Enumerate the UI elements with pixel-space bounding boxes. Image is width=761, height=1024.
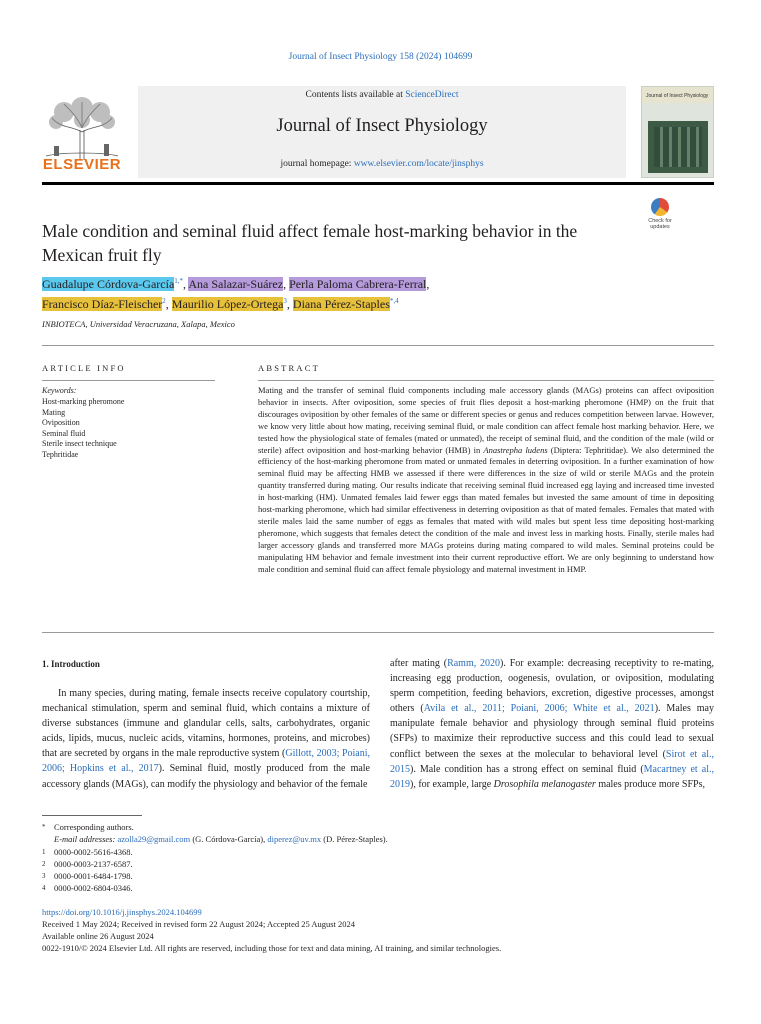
citation-link[interactable]: Avila et al., 2011; Poiani, 2006; White et al., 2021 (423, 703, 655, 715)
body-column-left (42, 686, 370, 792)
body-text: after mating ( (390, 658, 448, 669)
footnote-mark: 4 (42, 884, 46, 892)
body-column-right (390, 656, 714, 792)
author-name[interactable]: Diana Pérez-Staples (292, 297, 390, 311)
footnote-orcid (42, 858, 133, 870)
footnote-mark: 2 (42, 860, 46, 868)
article-title: Male condition and seminal fluid affect female host-marking behavior in the Mexican fruit fly (42, 221, 578, 265)
doi-link[interactable]: https://doi.org/10.1016/j.jinsphys.2024.104699 (42, 907, 202, 917)
species-name: Drosophila melanogaster (493, 778, 596, 790)
footnote-mark: * (42, 823, 46, 831)
orcid-id: 0000-0003-2137-6587. (54, 859, 133, 869)
author-name[interactable]: Ana Salazar-Suárez (188, 277, 284, 291)
author-affiliation: INBIOTECA, Universidad Veracruzana, Xalapa, Mexico (42, 319, 235, 329)
check-updates-icon (651, 198, 669, 216)
email-link[interactable]: diperez@uv.mx (267, 834, 322, 844)
footnote-text: Corresponding authors. (54, 822, 134, 832)
footnote-orcid (42, 882, 133, 894)
author-marks[interactable]: 3 (283, 297, 287, 305)
footnote-mark: 3 (42, 872, 46, 880)
cover-title: Journal of Insect Physiology (646, 93, 709, 99)
author-separator: , (283, 277, 290, 291)
keywords-list (42, 397, 124, 461)
author-separator: , (286, 297, 293, 311)
body-text: males produce more SFPs, (595, 778, 705, 790)
article-info-heading: ARTICLE INFO (42, 363, 126, 373)
footnote-rule (42, 815, 142, 816)
citation-link[interactable]: Ramm, 2020 (447, 658, 501, 669)
footnote-orcid (42, 846, 133, 858)
citation-link[interactable]: Gillott, 2003; Poiani, 2006; Hopkins et al., 2017 (42, 748, 370, 775)
abstract-part: (Diptera: Tephritidae). We also determined the efficiency of the host-marking pheromone from mated or unmated females in deterring oviposition. In a further examination of how seminal fluid may be affecting HMB we assessed if there were differences in the size of wild or sterile MAGs and the protein quantity transferred during mating. Our results indicate that receiving seminal fluid increased egg laying and increased time invested in host-marking (HM). Unmated females laid fewer eggs than mated females but invested the same amount of time in depositing host-marking pheromone, which had similar effectiveness in deterring oviposition as that of mated females. Females that mated with sterile males laid the same number of eggs as females that mated with wild males but spent less time depositing host-marking pheromone, which suggests that females detect the condition of the male and invest less in marking hosts. Finally, sterile males had larger accessory glands and transferred more MAGs proteins during mating compared to wild males. Seminal proteins could be manipulating HM behavior and female investment into their current reproductive effort. We are only beginning to understand how male condition and seminal fluid can affect female physiology and maternal investment in HMP. (258, 444, 715, 574)
author-name[interactable]: Perla Paloma Cabrera-Ferral (289, 277, 427, 291)
species-name: Anastrepha ludens (483, 444, 548, 455)
abstract-text (258, 385, 714, 576)
body-text: In many species, during mating, female insects receive copulatory courtship, mechanical stimulation, sperm and seminal fluid, which contains a mixture of diverse substances (immune and glandular cells, salts, carbohydrates, organic acids, lipids, mucus, nucleic acids, vitamins, hormones, proteins, and microbes) that are secreted by organs in the male reproductive system ( (42, 688, 370, 760)
citation-link[interactable]: Sirot et al., 2015 (390, 748, 714, 775)
author-name[interactable]: Francisco Díaz-Fleischer (42, 297, 163, 311)
keyword: Oviposition (42, 418, 80, 428)
keyword: Mating (42, 407, 66, 417)
elsevier-wordmark[interactable]: ELSEVIER (42, 156, 122, 173)
body-text: ). Male condition has a strong effect on seminal fluid ( (410, 763, 644, 775)
email-link[interactable]: azolla29@gmail.com (117, 834, 191, 844)
sciencedirect-link[interactable]: ScienceDirect (405, 90, 459, 100)
journal-title: Journal of Insect Physiology (276, 116, 488, 136)
author-name[interactable]: Maurilio López-Ortega (171, 297, 284, 311)
body-text: ). For example: decreasing receptivity to re-mating, increasing egg production, oogenesis, ovulation, or oviposition, modulating sperm competition, feeding behaviors, excretion, digestive processes, amongst others ( (390, 658, 714, 715)
email-label: E-mail addresses: (54, 834, 118, 844)
masthead-rule (42, 182, 714, 185)
body-text: ), for example, large (410, 778, 494, 790)
footnote-mark: 1 (42, 848, 46, 856)
journal-homepage-line (138, 159, 626, 169)
keyword: Sterile insect technique (42, 439, 117, 449)
body-text: ). Males may manipulate female behavior and physiology through seminal fluid proteins (SFPs) to maximize their reproductive success and this could lead to sexual conflict between the sexes at the molecular to behavioral level ( (390, 703, 714, 760)
footnote-orcid (42, 870, 133, 882)
journal-cover-thumbnail[interactable] (641, 86, 714, 178)
section-divider (42, 632, 714, 633)
keyword: Host-marking pheromone (42, 397, 125, 406)
section-divider (42, 345, 714, 346)
author-line-2 (42, 294, 399, 314)
email-owner: (G. Córdova-García), (190, 834, 268, 844)
author-marks[interactable]: 1,* (174, 277, 184, 285)
footnote-corresponding (42, 821, 134, 833)
homepage-prefix: journal homepage: (280, 159, 354, 169)
abstract-heading: ABSTRACT (258, 363, 320, 373)
copyright-notice: 0022-1910/© 2024 Elsevier Ltd. All rights are reserved, including those for text and data mining, AI training, and similar technologies. (42, 943, 502, 953)
abstract-part: Mating and the transfer of seminal fluid components including male accessory glands (MAGs) proteins can affect oviposition behavior in insects. After oviposition, some species of fruit flies deposit a host-marking pheromone (HMP) on the fruit that discourages oviposition by other females of the same or different species or genus and reduces competition between larvae. However, we know very little about how mating, receiving seminal fluid, or male condition can affect female host marking behavior. Here, we tested how the physiological state of females (mated or unmated), the receipt of seminal fluid, and the condition of the male (wild or sterile) affect oviposition and host-marking behavior (HMB) in (258, 385, 714, 455)
email-owner: (D. Pérez-Staples). (321, 834, 388, 844)
introduction-heading: 1. Introduction (42, 659, 100, 669)
check-for-updates-badge[interactable] (641, 198, 679, 236)
keyword: Tephritidae (42, 449, 79, 459)
contents-prefix: Contents lists available at (305, 90, 406, 100)
abstract-rule (258, 380, 714, 381)
keywords-heading: Keywords: (42, 386, 77, 395)
author-separator: , (183, 277, 189, 291)
cover-image-detail (654, 127, 702, 167)
author-marks[interactable]: 2 (162, 297, 166, 305)
journal-citation[interactable]: Journal of Insect Physiology 158 (2024) 104699 (288, 52, 473, 62)
author-marks[interactable]: *,4 (389, 297, 399, 305)
author-line-1 (42, 274, 429, 294)
received-dates: Received 1 May 2024; Received in revised form 22 August 2024; Accepted 25 August 2024 (42, 919, 356, 929)
article-info-rule (42, 380, 215, 381)
journal-homepage-link[interactable]: www.elsevier.com/locate/jinsphys (353, 159, 484, 169)
body-text: ). Seminal fluid, mostly produced from the male accessory glands (MAGs), can modify the physiology and behavior of the female (42, 763, 370, 790)
check-updates-label: Check for updates (648, 218, 672, 230)
author-separator: , (426, 277, 430, 291)
available-online: Available online 26 August 2024 (42, 931, 154, 941)
orcid-id: 0000-0002-6804-0346. (54, 883, 133, 893)
citation-link[interactable]: Macartney et al., 2019 (390, 763, 715, 790)
footnote-emails (42, 833, 388, 845)
orcid-id: 0000-0001-6484-1798. (54, 871, 133, 881)
author-name[interactable]: Guadalupe Córdova-García (42, 277, 175, 291)
contents-available-line (138, 90, 626, 100)
keyword: Seminal fluid (42, 428, 86, 438)
author-separator: , (165, 297, 172, 311)
orcid-id: 0000-0002-5616-4368. (54, 847, 133, 857)
